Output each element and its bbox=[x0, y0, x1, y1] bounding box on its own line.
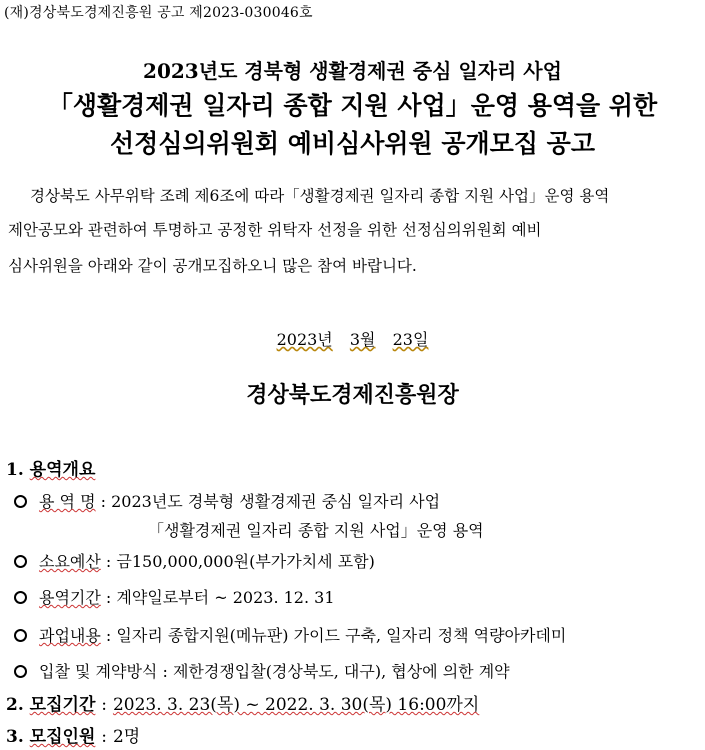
intro-line-2: 제안공모와 관련하여 투명하고 공정한 위탁자 선정을 위한 선정심의위원회 예비 bbox=[8, 221, 542, 239]
item-value: 제한경쟁입찰(경상북도, 대구), 협상에 의한 계약 bbox=[172, 662, 510, 681]
item-label: 용역기간 bbox=[39, 588, 101, 607]
title-line-2: 「생활경제권 일자리 종합 지원 사업」운영 용역을 위한 bbox=[47, 91, 658, 120]
list-item bbox=[14, 549, 375, 572]
date-month: 3월 bbox=[349, 330, 376, 349]
item-value: 계약일로부터 ~ 2023. 12. 31 bbox=[116, 588, 335, 607]
item-separator: : bbox=[105, 552, 112, 571]
section-3 bbox=[6, 722, 140, 747]
title-line-3: 선정심의위원회 예비심사위원 공개모집 공고 bbox=[110, 129, 595, 158]
list-item bbox=[14, 585, 335, 608]
section-1-number: 1. bbox=[6, 460, 24, 480]
section-3-value: 2명 bbox=[112, 727, 141, 747]
notice-number: (재)경상북도경제진흥원 공고 제2023-030046호 bbox=[4, 5, 313, 21]
date-year: 2023년 bbox=[276, 330, 333, 349]
issuer-name: 경상북도경제진흥원장 bbox=[246, 382, 459, 408]
intro-line-1: 경상북도 사무위탁 조례 제6조에 따라「생활경제권 일자리 종합 지원 사업」운영 용역 bbox=[30, 187, 610, 205]
list-item bbox=[14, 623, 566, 646]
list-item bbox=[14, 659, 510, 682]
section-3-title: 모집인원 bbox=[29, 727, 96, 747]
item-separator: : bbox=[105, 588, 112, 607]
section-3-number: 3. bbox=[6, 727, 24, 747]
notice-date bbox=[0, 327, 705, 350]
item-label: 소요예산 bbox=[39, 552, 101, 571]
section-2-title: 모집기간 bbox=[29, 695, 96, 715]
item-separator: : bbox=[162, 662, 168, 681]
item-label: 입찰 및 계약방식 bbox=[39, 662, 158, 681]
section-1-title: 용역개요 bbox=[29, 460, 96, 480]
title-line-1: 2023년도 경북형 생활경제권 중심 일자리 사업 bbox=[143, 59, 562, 83]
section-1-heading bbox=[6, 455, 95, 480]
item-label: 용 역 명 bbox=[39, 492, 96, 511]
bullet-circle-icon bbox=[14, 495, 27, 508]
section-2-value: 2023. 3. 23(목) ~ 2022. 3. 30(목) 16:00까지 bbox=[112, 695, 480, 715]
section-2-separator: : bbox=[101, 695, 108, 715]
section-3-separator: : bbox=[101, 727, 108, 747]
list-item bbox=[14, 489, 440, 512]
bullet-circle-icon bbox=[14, 591, 27, 604]
section-2 bbox=[6, 690, 479, 715]
item-value: 2023년도 경북형 생활경제권 중심 일자리 사업 bbox=[111, 492, 441, 511]
date-day: 23일 bbox=[392, 330, 429, 349]
section-2-number: 2. bbox=[6, 695, 24, 715]
item-separator: : bbox=[100, 492, 107, 511]
item-value-continuation: 「생활경제권 일자리 종합 지원 사업」운영 용역 bbox=[148, 521, 484, 540]
bullet-circle-icon bbox=[14, 629, 27, 642]
bullet-circle-icon bbox=[14, 665, 27, 678]
item-separator: : bbox=[105, 626, 112, 645]
bullet-circle-icon bbox=[14, 555, 27, 568]
intro-line-3: 심사위원을 아래와 같이 공개모집하오니 많은 참여 바랍니다. bbox=[8, 257, 417, 275]
item-value: 일자리 종합지원(메뉴판) 가이드 구축, 일자리 정책 역량아카데미 bbox=[116, 626, 567, 645]
item-label: 과업내용 bbox=[39, 626, 101, 645]
item-value: 금150,000,000원(부가가치세 포함) bbox=[116, 552, 375, 571]
